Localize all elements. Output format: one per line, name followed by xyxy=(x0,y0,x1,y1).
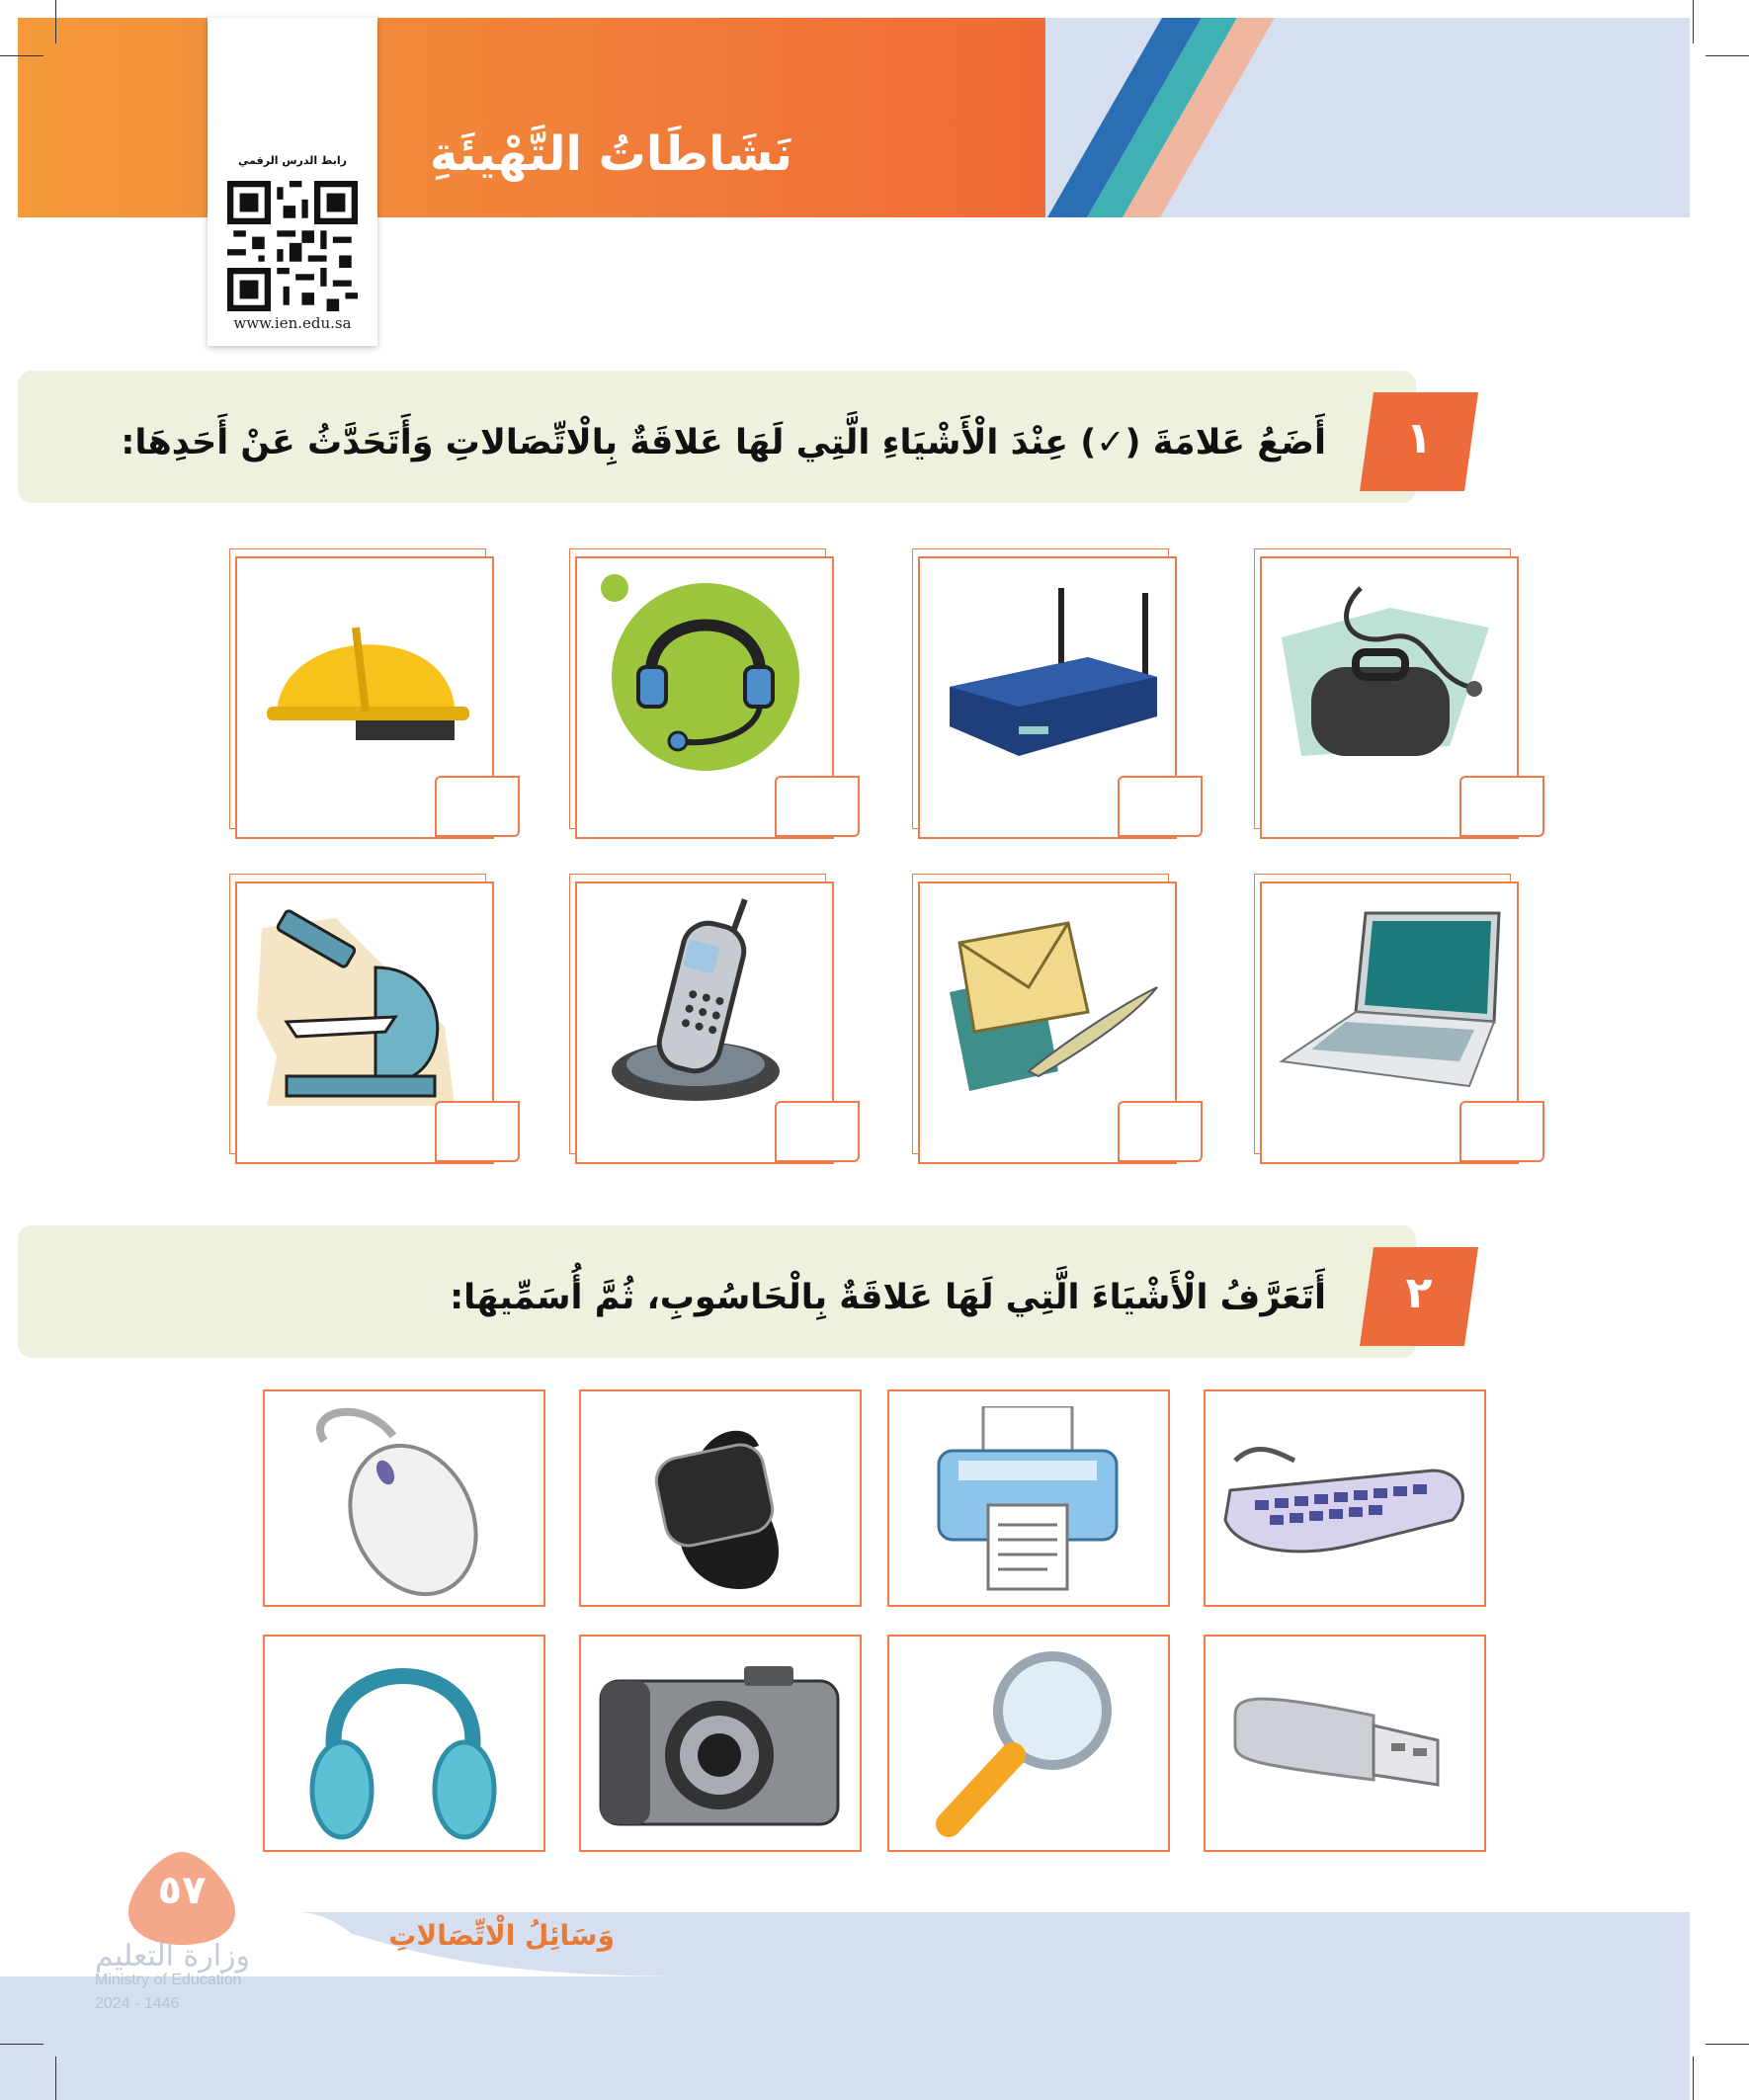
activity1-number: ١ xyxy=(1405,413,1433,463)
activity1-card xyxy=(918,882,1177,1164)
activity2-card[interactable] xyxy=(1204,1389,1486,1607)
mouse-icon xyxy=(304,1401,502,1599)
keyboard-icon xyxy=(1215,1421,1474,1579)
activity2-card[interactable] xyxy=(887,1389,1170,1607)
checkbox[interactable] xyxy=(1459,1101,1544,1162)
checkbox[interactable] xyxy=(775,776,860,837)
edition-year: 2024 - 1446 xyxy=(95,1995,180,2012)
qr-url[interactable]: www.ien.edu.sa xyxy=(233,314,352,332)
printer-icon xyxy=(929,1406,1126,1594)
decorative-stripes xyxy=(978,18,1294,217)
ministry-logo-text: وزارة التعليم xyxy=(95,1939,251,1974)
activity2-card[interactable] xyxy=(579,1635,862,1852)
crop-mark xyxy=(55,0,56,43)
qr-code-icon[interactable] xyxy=(227,181,358,311)
activity2-card[interactable] xyxy=(263,1389,545,1607)
cordless-phone-icon xyxy=(587,898,824,1106)
microscope-icon xyxy=(247,908,484,1106)
activity1-card xyxy=(918,556,1177,839)
page-number: ٥٧ xyxy=(157,1868,207,1913)
ministry-logo-english: Ministry of Education xyxy=(95,1972,242,1988)
activity2-card[interactable] xyxy=(579,1389,862,1607)
checkbox[interactable] xyxy=(1118,776,1203,837)
checkbox[interactable] xyxy=(775,1101,860,1162)
page-title: نَشَاطَاتُ التَّهْيئَةِ xyxy=(429,126,792,182)
activity1-card xyxy=(1260,556,1519,839)
crop-mark xyxy=(0,2044,43,2045)
checkbox[interactable] xyxy=(1118,1101,1203,1162)
crop-mark xyxy=(1706,2044,1749,2045)
checkbox[interactable] xyxy=(1459,776,1544,837)
activity1-card xyxy=(1260,882,1519,1164)
laptop-icon xyxy=(1272,903,1509,1101)
activity2-card[interactable] xyxy=(263,1635,545,1852)
hard-hat-icon xyxy=(247,588,484,766)
camera-icon xyxy=(596,1661,843,1829)
wireless-router-icon xyxy=(930,578,1167,776)
magnifying-glass-icon xyxy=(919,1646,1136,1844)
crop-mark xyxy=(55,2057,56,2100)
doctor-bag-stethoscope-icon xyxy=(1272,578,1509,776)
activity1-card xyxy=(235,556,494,839)
crop-mark xyxy=(1693,0,1694,43)
activity2-number: ٢ xyxy=(1405,1268,1433,1318)
activity2-card[interactable] xyxy=(887,1635,1170,1852)
activity1-instruction: أَضَعُ عَلامَةَ (✓) عِنْدَ الْأَشْيَاءِ الَّتِي لَهَا عَلاقَةٌ بِالْاتِّصَالاتِ وَأَتَحَدَّثُ عَنْ أَحَدِهَا: xyxy=(121,423,1326,462)
checkbox[interactable] xyxy=(435,776,520,837)
mail-envelope-icon xyxy=(930,903,1167,1101)
activity2-instruction: أَتَعَرَّفُ الْأَشْيَاءَ الَّتِي لَهَا عَلاقَةٌ بِالْحَاسُوبِ، ثُمَّ أُسَمِّيهَا: xyxy=(450,1278,1326,1317)
usb-flash-drive-icon xyxy=(1225,1676,1462,1814)
qr-card[interactable] xyxy=(208,18,377,346)
crop-mark xyxy=(1693,2057,1694,2100)
checkbox[interactable] xyxy=(435,1101,520,1162)
header-orange-band xyxy=(18,18,1045,217)
headphones-icon xyxy=(304,1641,502,1844)
smartwatch-icon xyxy=(640,1406,798,1594)
activity1-card xyxy=(575,882,834,1164)
qr-caption: رابط الدرس الرقمي xyxy=(238,154,347,167)
headset-icon xyxy=(587,568,824,776)
crop-mark xyxy=(1706,55,1749,56)
crop-mark xyxy=(0,55,43,56)
activity1-card xyxy=(235,882,494,1164)
activity1-card xyxy=(575,556,834,839)
activity2-card[interactable] xyxy=(1204,1635,1486,1852)
unit-title: وَسَائِلُ الْاتِّصَالاتِ xyxy=(388,1919,615,1952)
